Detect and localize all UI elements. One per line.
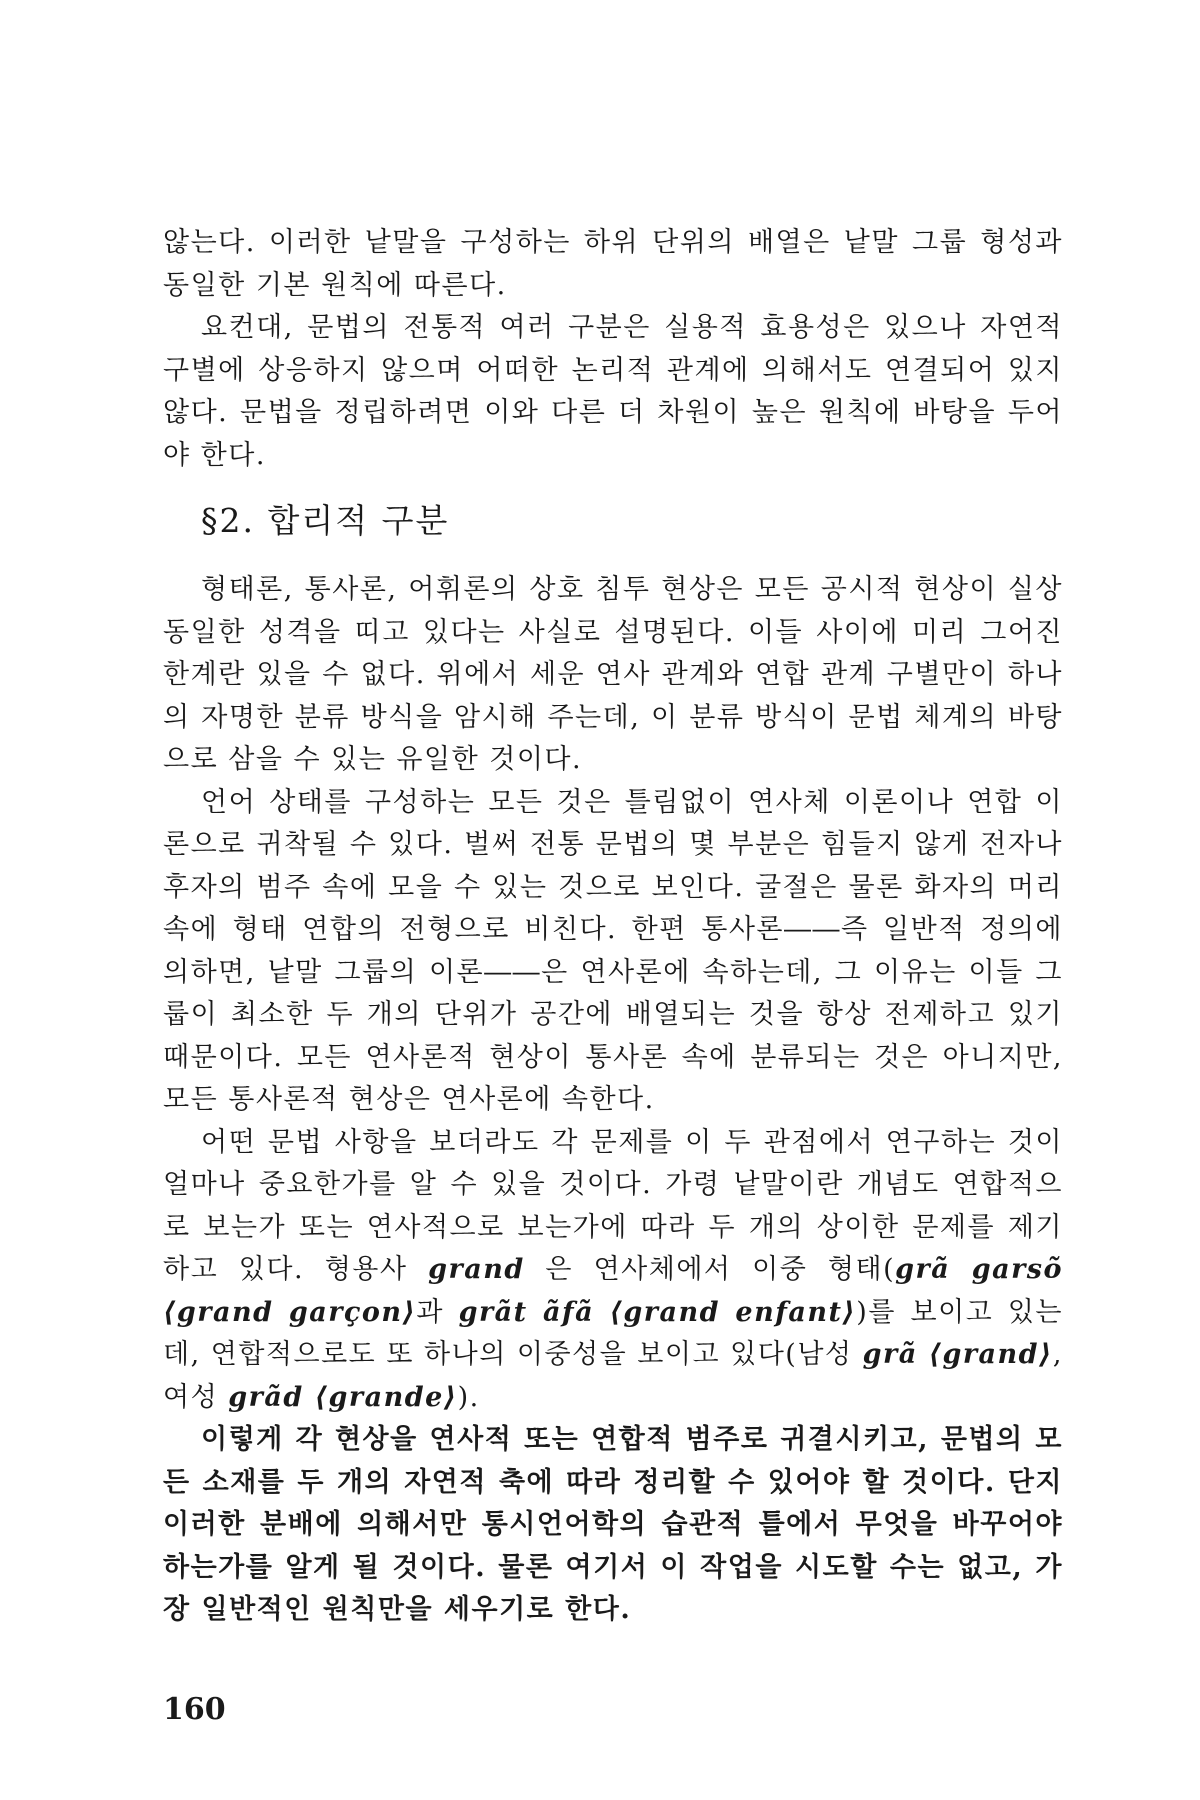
text-run: 과 — [416, 1296, 459, 1328]
paragraph-grammar-example — [163, 1122, 1063, 1420]
text-run: ). — [457, 1381, 480, 1413]
paragraph-language-state: 언어 상태를 구성하는 모든 것은 틀림없이 연사체 이론이나 연합 이론으로 귀착될 수 있다. 벌써 전통 문법의 몇 부분은 힘들지 않게 전자나 후자의 범주 속에 모을 수 있는 것으로 보인다. 굴절은 물론 화자의 머리 속에 형태 연합의 전형으로 비친다. 한편 통사론――즉 일반적 정의에 의하면, 낱말 그룹의 이론――은 연사론에 속하는데, 그 이유는 이들 그룹이 최소한 두 개의 단위가 공간에 배열되는 것을 항상 전제하고 있기 때문이다. 모든 연사론적 현상이 통사론 속에 분류되는 것은 아니지만, 모든 통사론적 현상은 연사론에 속한다. — [163, 786, 1063, 1115]
example-word: grã garsõ ⟨grand garçon⟩ — [163, 1254, 1064, 1328]
text-run: )를 보이고 있는데, 연합적으로도 또 하나의 이중성을 보이고 있다(남성 — [163, 1296, 1063, 1370]
body-text — [163, 222, 1063, 1632]
paragraph-conclusion: 이렇게 각 현상을 연사적 또는 연합적 범주로 귀결시키고, 문법의 모든 소재를 두 개의 자연적 축에 따라 정리할 수 있어야 할 것이다. 단지 이러한 분배에 의해서만 통시언어학의 습관적 틀에서 무엇을 바꾸어야 하는가를 알게 될 것이다. 물론 여기서 이 작업을 시도할 수는 없고, 가장 일반적인 원칙만을 세우기로 한다. — [163, 1424, 1063, 1625]
paragraph-summary: 요컨대, 문법의 전통적 여러 구분은 실용적 효용성은 있으나 자연적 구별에 상응하지 않으며 어떠한 논리적 관계에 의해서도 연결되어 있지 않다. 문법을 정립하려면 이와 다른 더 차원이 높은 원칙에 바탕을 두어야 한다. — [163, 312, 1063, 471]
section-heading: §2. 합리적 구분 — [201, 501, 450, 540]
example-word: grã ⟨grand⟩ — [862, 1339, 1053, 1370]
paragraph-interpenetration: 형태론, 통사론, 어휘론의 상호 침투 현상은 모든 공시적 현상이 실상 동일한 성격을 띠고 있다는 사실로 설명된다. 이들 사이에 미리 그어진 한계란 있을 수 없다. 위에서 세운 연사 관계와 연합 관계 구별만이 하나의 자명한 분류 방식을 암시해 주는데, 이 분류 방식이 문법 체계의 바탕으로 삼을 수 있는 유일한 것이다. — [163, 574, 1063, 775]
example-word: grand — [428, 1254, 525, 1285]
example-word: grãt ãfã ⟨grand enfant⟩ — [458, 1296, 857, 1328]
page-number: 160 — [163, 1692, 226, 1727]
text-run: 어떤 문법 사항을 보더라도 각 문제를 이 두 관점에서 연구하는 것이 얼마나 중요한가를 알 수 있을 것이다. 가령 낱말이란 개념도 연합적으로 보는가 또는 연사적으로 보는가에 따라 두 개의 상이한 문제를 제기하고 있다. 형용사 — [163, 1126, 1063, 1285]
paragraph-continued: 않는다. 이러한 낱말을 구성하는 하위 단위의 배열은 낱말 그룹 형성과 동일한 기본 원칙에 따른다. — [163, 227, 1063, 301]
text-run: 은 연사체에서 이중 형태( — [524, 1254, 896, 1285]
text-run: , 여성 — [163, 1339, 1063, 1413]
example-word: grãd ⟨grande⟩ — [228, 1381, 458, 1413]
